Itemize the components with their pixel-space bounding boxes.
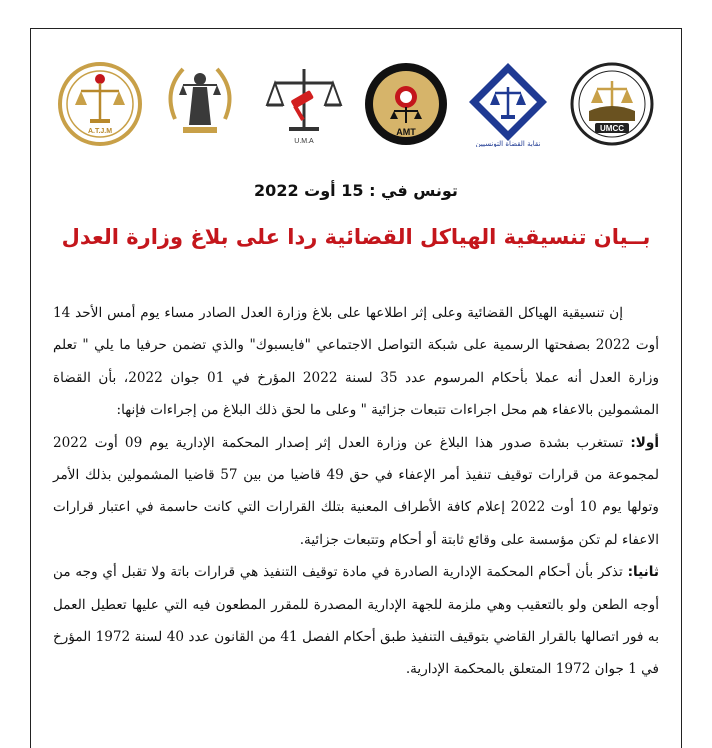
scales-tree-icon [569,61,655,147]
point-2-lead: ثانيا: [627,564,659,581]
svg-text:نقابة القضاة التونسيين: نقابة القضاة التونسيين [475,140,541,147]
document-date: تونس في : 15 أوت 2022 [254,181,458,200]
scales-laurel-icon [57,61,143,147]
svg-text:U.M.A: U.M.A [294,138,314,145]
uma-logo [261,61,347,147]
document-body [53,297,659,686]
intro-paragraph: إن تنسيقية الهياكل القضائية وعلى إثر اطلاعها على بلاغ وزارة العدل الصادر مساء يوم أمس الأحد 14 أوت 2022 بصفحتها الرسمية على شبكة التواصل الاجتماعي "فايسبوك" والذي تضمن حرفيا ما يلي " تعلم وزارة العدل أنه عملا بأحكام المرسوم عدد 35 لسنة 2022 المؤرخ في 01 جوان 2022، بأن القضاة المشمولين بالاعفاء هم محل اجراءات تتبعات جزائية " وعلى ما لحق ذلك البلاغ من إجراءات فإنها: [53,305,660,419]
point-2-paragraph [53,556,659,686]
point-2-text: تذكر بأن أحكام المحكمة الإدارية الصادرة في مادة توقيف التنفيذ هي قرارات باتة ولا تقبل أي وجه من أوجه الطعن ولو بالتعقيب وهي ملزمة للجهة الإدارية المصدرة للمقرر المطعون فيه التي عليها تعطيل العمل به فور اتصالها بالقرار القاضي بتوقيف التنفيذ طبق أحكام الفصل 41 من القانون عدد 40 لسنة 1972 المؤرخ في 1 جوان 1972 المتعلق بالمحكمة الإدارية. [53,564,659,678]
umcc-logo [569,61,655,147]
tunisian-judges-syndicate-logo [465,61,551,147]
lady-justice-logo [157,61,243,147]
svg-text:A.T.J.M: A.T.J.M [87,128,113,135]
amt-logo [363,61,449,147]
logo-bar [57,61,657,151]
point-1-lead: أولا: [630,434,660,451]
svg-text:UMCC: UMCC [600,124,624,133]
lady-justice-icon [157,61,243,147]
svg-text:AMT: AMT [396,127,416,137]
scales-seal-icon [363,61,449,147]
scales-diamond-icon [465,61,551,147]
document-page [30,28,682,748]
document-title: بــيان تنسيقية الهياكل القضائية ردا على بلاغ وزارة العدل [61,225,651,249]
atjm-logo [57,61,143,147]
scales-gavel-icon [261,61,347,147]
point-1-text: تستغرب بشدة صدور هذا البلاغ عن وزارة العدل إثر إصدار المحكمة الإدارية يوم 09 أوت 2022 لمجموعة من قرارات توقيف تنفيذ أمر الإعفاء في حق 49 قاضيا من بين 57 قاضيا المشمولين بذلك الأمر وتولها يوم 10 أوت 2022 إعلام كافة الأطراف المعنية بتلك القرارات التي كانت حاسمة في اعتبار قرارات الاعفاء لم تكن مؤسسة على وقائع ثابتة أو أحكام وتتبعات جزائية. [53,434,659,548]
point-1-paragraph [53,427,659,557]
